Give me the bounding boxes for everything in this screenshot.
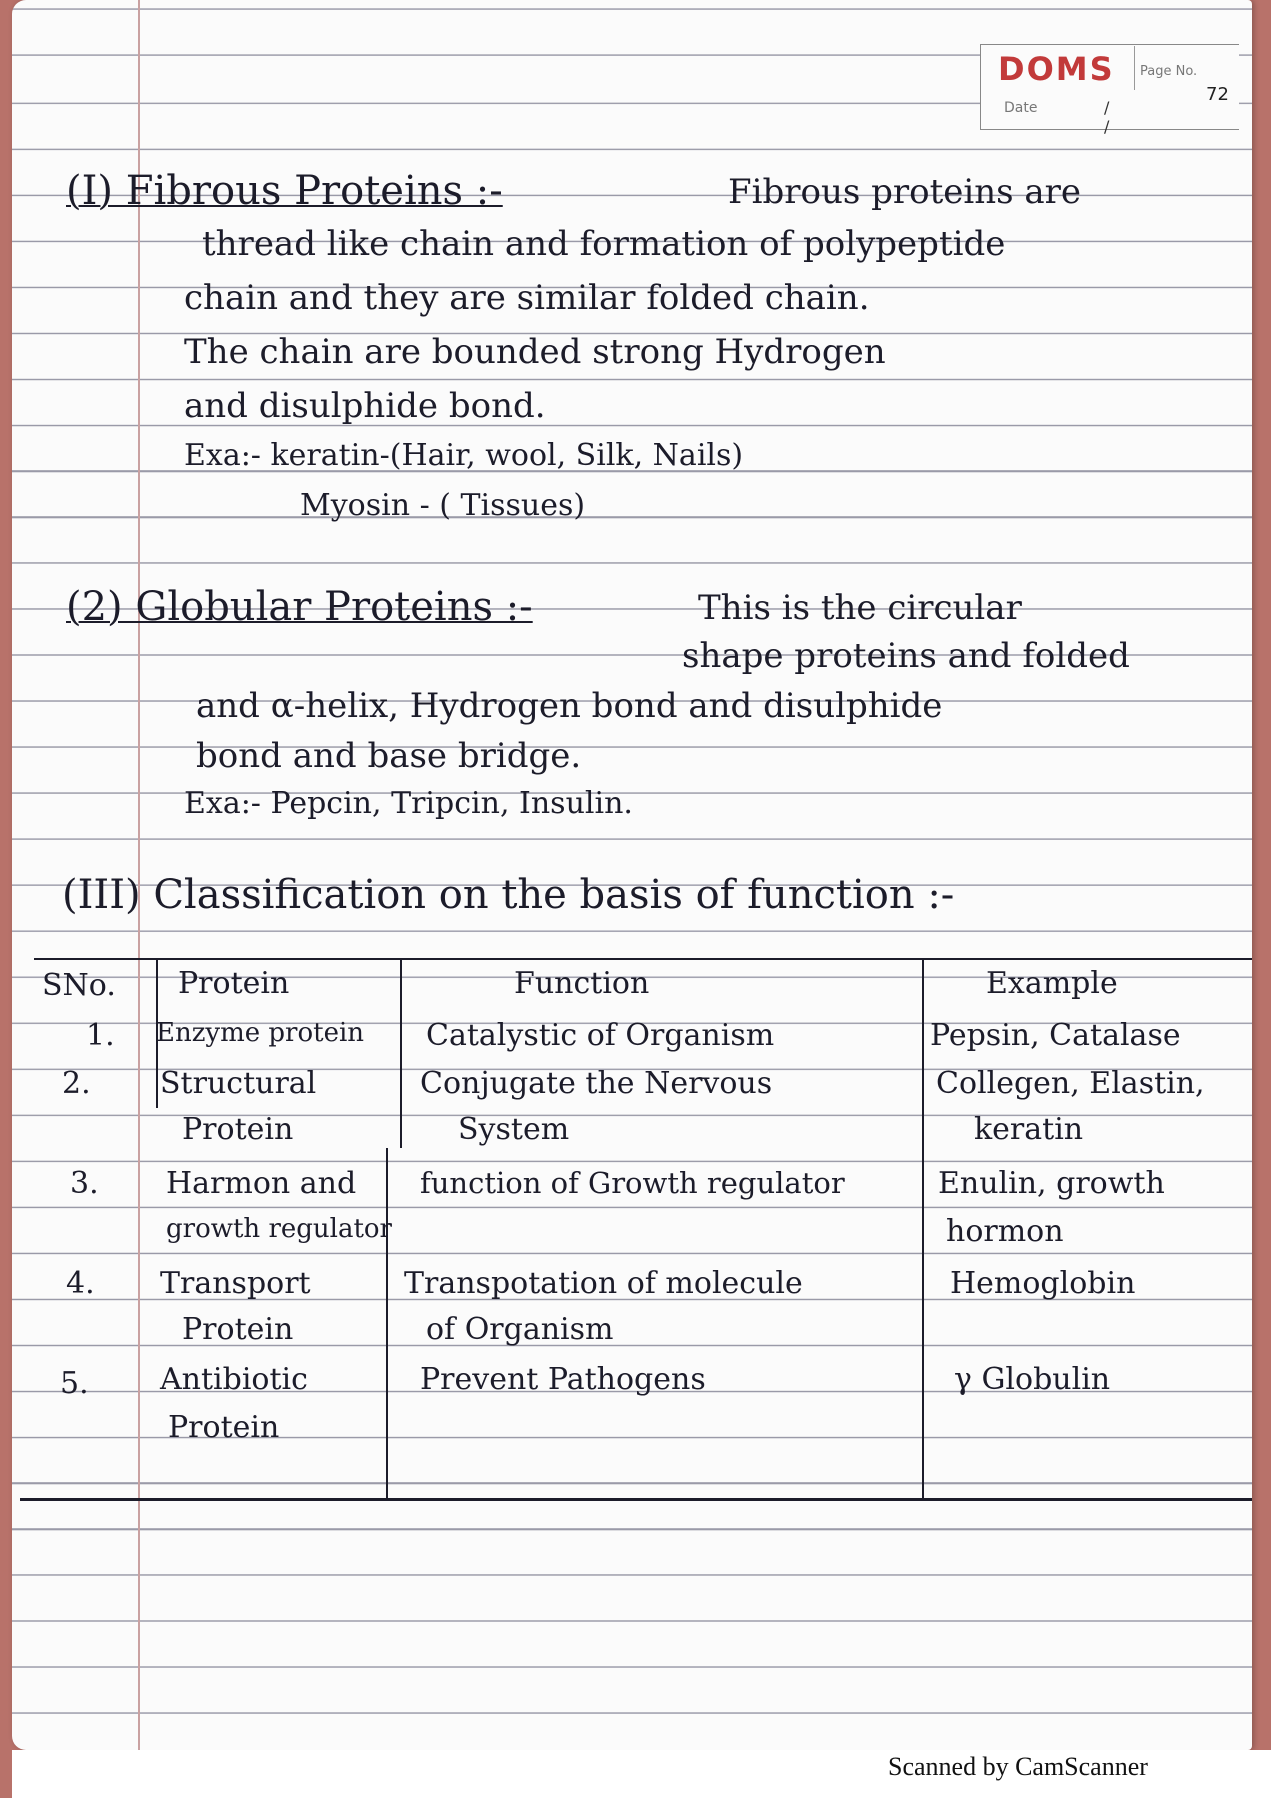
section2-line: This is the circular [698,588,1022,628]
table-col-rule [400,958,402,1148]
table-cell-protein: Protein [168,1410,280,1445]
table-cell-example: Pepsin, Catalase [930,1018,1181,1053]
table-cell-example: Enulin, growth [938,1166,1165,1201]
section1-line: chain and they are similar folded chain. [184,278,870,318]
section1-line: Fibrous proteins are [728,172,1082,212]
section2-heading: (2) Globular Proteins :- [66,584,533,630]
date-value: / / [1104,98,1170,136]
date-label: Date [1004,100,1038,116]
table-cell-function: function of Growth regulator [420,1166,845,1200]
table-header-example: Example [986,966,1118,1001]
table-cell-example: γ Globulin [954,1362,1111,1397]
table-cell-protein: Transport [160,1266,311,1301]
table-cell-function: System [458,1112,570,1147]
header-divider [1134,46,1135,90]
table-header-function: Function [514,966,650,1001]
table-cell-protein: Structural [160,1066,317,1101]
table-col-rule [922,958,924,1498]
table-header-sno: SNo. [42,968,116,1003]
table-cell-function: Catalystic of Organism [426,1018,775,1053]
table-cell-function: Transpotation of molecule [404,1266,803,1301]
table-header-protein: Protein [178,966,290,1001]
section1-line: The chain are bounded strong Hydrogen [184,332,886,372]
brand-logo: DOMS [998,50,1115,88]
table-cell-function: Prevent Pathogens [420,1362,706,1397]
table-cell-function: Conjugate the Nervous [420,1066,773,1101]
section1-line: Exa:- keratin-(Hair, wool, Silk, Nails) [184,438,744,473]
table-cell-protein: Enzyme protein [156,1018,365,1048]
section1-heading: (I) Fibrous Proteins :- [66,168,503,214]
table-cell-protein: Harmon and [166,1166,357,1201]
page-no-value: 72 [1206,84,1229,105]
section2-line: and α-helix, Hydrogen bond and disulphide [196,686,943,726]
table-cell-example: Hemoglobin [950,1266,1136,1301]
table-col-rule [386,1148,388,1498]
section1-line: and disulphide bond. [184,386,546,426]
table-cell-sno: 3. [70,1166,99,1201]
table-cell-protein: Antibiotic [160,1362,308,1397]
section1-line: thread like chain and formation of polypeptide [202,224,1006,264]
table-cell-example: hormon [946,1214,1064,1249]
table-cell-sno: 4. [66,1266,95,1301]
table-cell-example: keratin [974,1112,1084,1147]
section2-line: shape proteins and folded [682,636,1130,676]
section2-line: bond and base bridge. [196,736,582,776]
table-cell-protein: Protein [182,1112,294,1147]
table-cell-sno: 2. [62,1066,91,1101]
table-cell-protein: growth regulator [166,1214,392,1244]
table-cell-protein: Protein [182,1312,294,1347]
scanner-watermark: Scanned by CamScanner [888,1752,1148,1781]
table-top-rule [34,958,1252,960]
section3-heading: (III) Classification on the basis of function :- [62,872,955,918]
table-cell-sno: 1. [86,1018,115,1053]
page-no-label: Page No. [1140,64,1198,79]
table-cell-function: of Organism [426,1312,614,1347]
table-bottom-rule [20,1498,1252,1501]
table-cell-sno: 5. [60,1366,89,1401]
table-cell-example: Collegen, Elastin, [936,1066,1205,1101]
section2-line: Exa:- Pepcin, Tripcin, Insulin. [184,786,633,821]
section1-line: Myosin - ( Tissues) [300,488,586,523]
